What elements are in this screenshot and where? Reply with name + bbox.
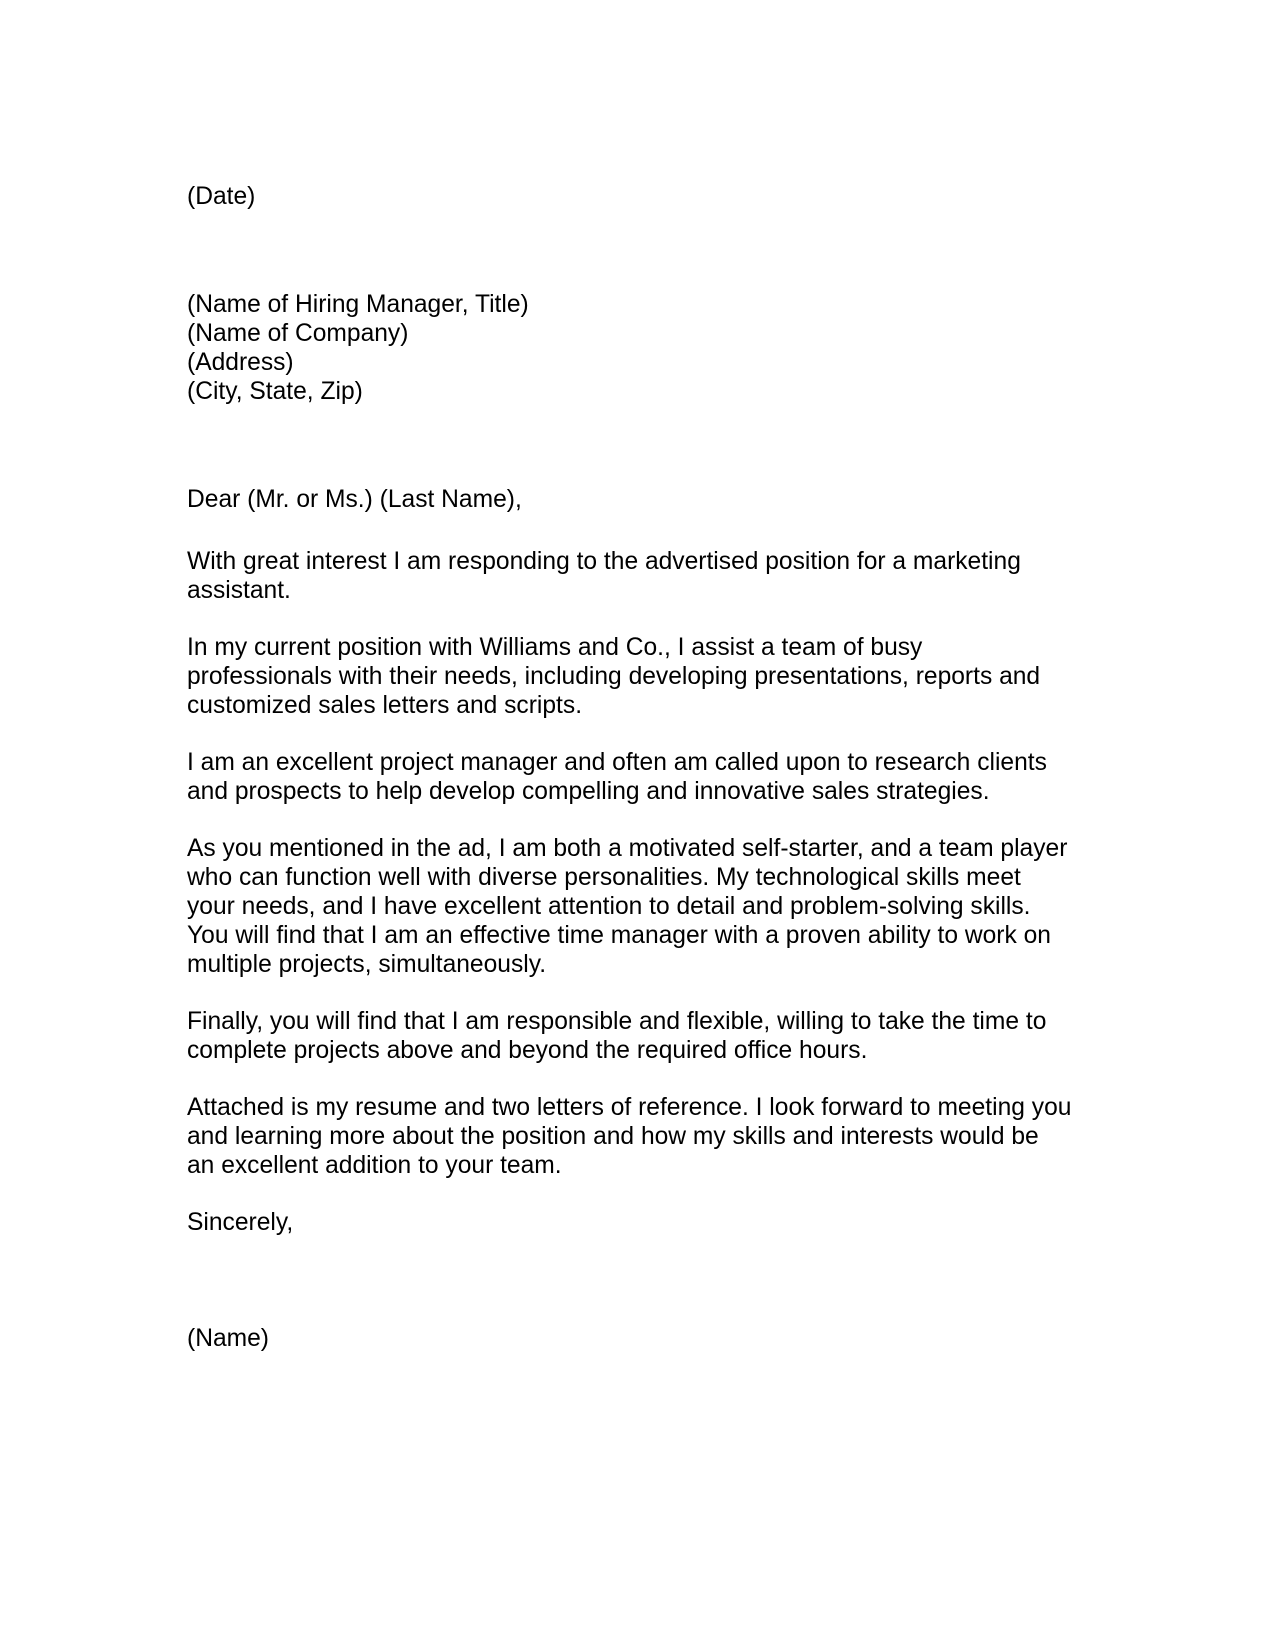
recipient-company: (Name of Company) xyxy=(187,320,409,347)
paragraph-line: I am an excellent project manager and often am called upon to research clients xyxy=(187,749,1047,776)
paragraph-line: your needs, and I have excellent attention to detail and problem-solving skills. xyxy=(187,893,1031,920)
paragraph-line: and learning more about the position and how my skills and interests would be xyxy=(187,1123,1039,1150)
letter-body xyxy=(187,182,1107,1353)
paragraph-line: Attached is my resume and two letters of reference. I look forward to meeting you xyxy=(187,1094,1072,1121)
paragraph-skills xyxy=(187,834,1107,979)
recipient-address-block xyxy=(187,290,1107,406)
paragraph-line: and prospects to help develop compelling and innovative sales strategies. xyxy=(187,778,990,805)
paragraph-line: complete projects above and beyond the required office hours. xyxy=(187,1037,868,1064)
salutation: Dear (Mr. or Ms.) (Last Name), xyxy=(187,486,522,513)
paragraph-line: In my current position with Williams and Co., I assist a team of busy xyxy=(187,634,923,661)
paragraph-current-position xyxy=(187,633,1107,720)
recipient-city-state-zip: (City, State, Zip) xyxy=(187,378,363,405)
signature-name: (Name) xyxy=(187,1325,269,1352)
paragraph-line: multiple projects, simultaneously. xyxy=(187,951,547,978)
closing: Sincerely, xyxy=(187,1209,294,1236)
paragraph-line: assistant. xyxy=(187,577,291,604)
paragraph-line: As you mentioned in the ad, I am both a motivated self-starter, and a team player xyxy=(187,835,1068,862)
paragraph-line: who can function well with diverse personalities. My technological skills meet xyxy=(187,864,1021,891)
paragraph-project-manager xyxy=(187,748,1107,806)
paragraph-flexible xyxy=(187,1007,1107,1065)
paragraph-attached xyxy=(187,1093,1107,1180)
letter-date: (Date) xyxy=(187,183,256,210)
recipient-name-title: (Name of Hiring Manager, Title) xyxy=(187,291,529,318)
paragraph-line: Finally, you will find that I am responsible and flexible, willing to take the time to xyxy=(187,1008,1047,1035)
paragraph-intro xyxy=(187,547,1107,605)
paragraph-line: With great interest I am responding to the advertised position for a marketing xyxy=(187,548,1021,575)
paragraph-line: an excellent addition to your team. xyxy=(187,1152,562,1179)
recipient-address: (Address) xyxy=(187,349,294,376)
paragraph-line: professionals with their needs, including developing presentations, reports and xyxy=(187,663,1041,690)
paragraph-line: You will find that I am an effective time manager with a proven ability to work on xyxy=(187,922,1051,949)
paragraph-line: customized sales letters and scripts. xyxy=(187,692,583,719)
